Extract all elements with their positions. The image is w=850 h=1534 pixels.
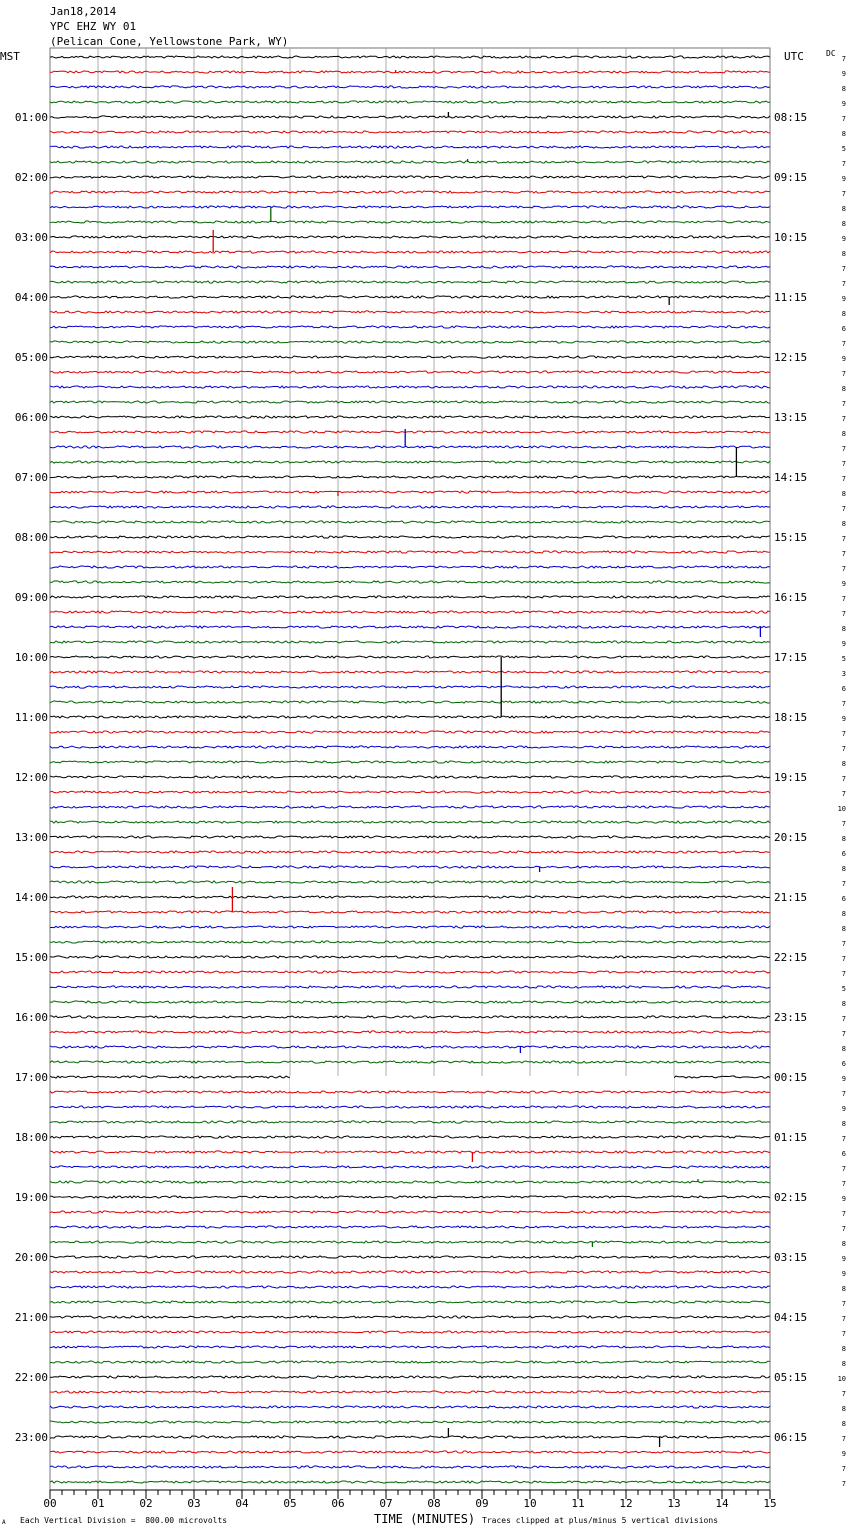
hour-label-mst: 06:00 (14, 411, 48, 424)
dc-offset-value: 8 (841, 310, 846, 318)
dc-offset-value: 9 (841, 640, 846, 648)
dc-offset-value: 7 (841, 1210, 846, 1218)
hour-label-utc: 14:15 (774, 471, 808, 484)
seismic-trace (50, 1046, 770, 1048)
hour-label-mst: 16:00 (14, 1011, 48, 1024)
dc-offset-value: 7 (841, 700, 846, 708)
dc-offset-value: 9 (841, 1255, 846, 1263)
dc-offset-value: 7 (841, 340, 846, 348)
seismic-trace (50, 326, 770, 328)
hour-label-utc: 23:15 (774, 1011, 808, 1024)
hour-label-utc: 10:15 (774, 231, 808, 244)
dc-offset-value: 7 (841, 1480, 846, 1488)
seismic-trace (50, 1331, 770, 1333)
dc-offset-value: 8 (841, 1240, 846, 1248)
seismic-trace (50, 1211, 770, 1213)
dc-offset-value: 9 (841, 1105, 846, 1113)
dc-offset-value: 7 (841, 265, 846, 273)
dc-offset-value: 7 (841, 730, 846, 738)
dc-offset-value: 8 (841, 1120, 846, 1128)
dc-offset-value: 8 (841, 910, 846, 918)
dc-offset-value: 9 (841, 1075, 846, 1083)
seismic-trace (50, 641, 770, 643)
seismic-trace (50, 131, 770, 133)
hour-label-mst: 07:00 (14, 471, 48, 484)
dc-offset-value: 8 (841, 865, 846, 873)
dc-offset-value: 8 (841, 1405, 846, 1413)
hour-label-utc: 18:15 (774, 711, 808, 724)
seismic-trace (50, 1406, 770, 1408)
dc-offset-label: DC (826, 49, 836, 58)
dc-offset-value: 7 (841, 505, 846, 513)
dc-offset-value: 8 (841, 1285, 846, 1293)
dc-offset-value: 6 (841, 1150, 846, 1158)
seismic-trace (50, 761, 770, 763)
seismic-trace (50, 986, 770, 988)
seismic-trace (50, 971, 770, 973)
seismic-trace (50, 1031, 770, 1033)
dc-offset-value: 5 (841, 985, 846, 993)
x-tick-label: 01 (91, 1497, 105, 1510)
dc-offset-value: 7 (841, 190, 846, 198)
dc-offset-value: 6 (841, 685, 846, 693)
seismic-trace (50, 716, 770, 718)
x-tick-label: 11 (571, 1497, 585, 1510)
seismic-trace (50, 1466, 770, 1468)
hour-label-utc: 21:15 (774, 891, 808, 904)
dc-offset-value: 7 (841, 1135, 846, 1143)
dc-offset-value: 7 (841, 1300, 846, 1308)
dc-offset-value: 7 (841, 550, 846, 558)
dc-offset-value: 7 (841, 1030, 846, 1038)
seismic-trace (50, 1421, 770, 1423)
dc-offset-value: 7 (841, 460, 846, 468)
hour-label-utc: 00:15 (774, 1071, 808, 1084)
dc-offset-value: 7 (841, 565, 846, 573)
plot-frame (50, 48, 770, 1490)
seismic-trace (50, 701, 770, 703)
seismic-trace (50, 1001, 770, 1003)
hour-label-mst: 08:00 (14, 531, 48, 544)
dc-offset-value: 7 (841, 1465, 846, 1473)
seismic-trace (50, 1061, 770, 1063)
dc-offset-value: 8 (841, 1420, 846, 1428)
dc-offset-value: 9 (841, 580, 846, 588)
seismic-trace (50, 281, 770, 283)
seismic-trace (50, 1196, 770, 1198)
dc-offset-value: 7 (841, 400, 846, 408)
seismic-trace (50, 1481, 770, 1483)
dc-offset-value: 10 (837, 1375, 846, 1383)
dc-offset-value: 7 (841, 475, 846, 483)
dc-offset-value: 9 (841, 70, 846, 78)
x-tick-label: 12 (619, 1497, 633, 1510)
seismic-trace (50, 1301, 770, 1303)
dc-offset-value: 8 (841, 85, 846, 93)
seismic-trace (50, 1121, 770, 1123)
x-tick-label: 02 (139, 1497, 153, 1510)
hour-label-utc: 17:15 (774, 651, 808, 664)
dc-offset-value: 7 (841, 1180, 846, 1188)
seismic-trace (50, 536, 770, 538)
hour-label-mst: 12:00 (14, 771, 48, 784)
dc-offset-value: 7 (841, 775, 846, 783)
hour-label-mst: 18:00 (14, 1131, 48, 1144)
seismic-trace (50, 1076, 290, 1078)
seismic-trace (50, 686, 770, 688)
hour-label-utc: 15:15 (774, 531, 808, 544)
dc-offset-value: 7 (841, 1315, 846, 1323)
x-tick-label: 05 (283, 1497, 297, 1510)
seismic-trace (50, 1346, 770, 1348)
dc-offset-value: 7 (841, 535, 846, 543)
dc-offset-value: 8 (841, 835, 846, 843)
seismic-trace (50, 101, 770, 103)
data-gap (290, 1076, 674, 1092)
hour-label-mst: 21:00 (14, 1311, 48, 1324)
seismic-trace (50, 851, 770, 853)
seismic-trace (50, 956, 770, 958)
dc-offset-value: 8 (841, 130, 846, 138)
seismic-trace (50, 56, 770, 58)
dc-offset-value: 7 (841, 1225, 846, 1233)
dc-offset-value: 9 (841, 175, 846, 183)
hour-label-mst: 11:00 (14, 711, 48, 724)
dc-offset-value: 7 (841, 940, 846, 948)
hour-label-utc: 03:15 (774, 1251, 808, 1264)
hour-label-utc: 01:15 (774, 1131, 808, 1144)
seismic-trace (50, 176, 770, 178)
dc-offset-value: 9 (841, 235, 846, 243)
hour-label-utc: 02:15 (774, 1191, 808, 1204)
seismic-trace (50, 1226, 770, 1228)
seismic-trace (50, 1376, 770, 1378)
dc-offset-value: 8 (841, 760, 846, 768)
x-tick-label: 14 (715, 1497, 729, 1510)
seismic-trace (50, 926, 770, 928)
hour-label-mst: 22:00 (14, 1371, 48, 1384)
dc-offset-value: 3 (841, 670, 846, 678)
dc-offset-value: 7 (841, 415, 846, 423)
hour-label-utc: 22:15 (774, 951, 808, 964)
plot-date: Jan18,2014 (50, 5, 117, 18)
x-tick-label: 09 (475, 1497, 489, 1510)
scale-note: Each Vertical Division = 800.00 microvolts (20, 1516, 228, 1525)
seismic-trace (50, 161, 770, 163)
dc-offset-value: 9 (841, 355, 846, 363)
hour-label-utc: 11:15 (774, 291, 808, 304)
hour-label-utc: 19:15 (774, 771, 808, 784)
dc-offset-value: 9 (841, 1450, 846, 1458)
seismic-trace (50, 311, 770, 313)
seismic-trace (50, 116, 770, 118)
dc-offset-value: 9 (841, 1195, 846, 1203)
seismic-trace (50, 521, 770, 523)
hour-label-utc: 13:15 (774, 411, 808, 424)
dc-offset-value: 7 (841, 445, 846, 453)
corner-mark: A (2, 1519, 6, 1526)
seismic-trace (50, 581, 770, 583)
seismic-trace (50, 566, 770, 568)
seismic-trace (50, 806, 770, 808)
dc-offset-value: 7 (841, 970, 846, 978)
hour-label-utc: 12:15 (774, 351, 808, 364)
seismic-trace (50, 1166, 770, 1168)
dc-offset-value: 8 (841, 385, 846, 393)
seismic-trace (50, 86, 770, 88)
seismic-trace (50, 146, 770, 148)
seismic-trace (50, 1436, 770, 1438)
dc-offset-value: 7 (841, 160, 846, 168)
dc-offset-value: 7 (841, 610, 846, 618)
seismic-trace (50, 611, 770, 613)
x-tick-label: 15 (763, 1497, 777, 1510)
dc-offset-value: 5 (841, 145, 846, 153)
x-tick-label: 10 (523, 1497, 537, 1510)
seismic-trace (50, 596, 770, 598)
seismic-trace (50, 1361, 770, 1363)
seismic-trace (50, 1286, 770, 1288)
hour-label-utc: 04:15 (774, 1311, 808, 1324)
seismic-trace (50, 1136, 770, 1138)
dc-offset-value: 8 (841, 1345, 846, 1353)
x-tick-label: 04 (235, 1497, 249, 1510)
seismic-trace (50, 1256, 770, 1258)
seismic-trace (50, 656, 770, 658)
seismic-trace (50, 1451, 770, 1453)
hour-label-mst: 02:00 (14, 171, 48, 184)
dc-offset-value: 7 (841, 1165, 846, 1173)
seismic-trace (50, 236, 770, 238)
seismic-trace (50, 1016, 770, 1018)
seismic-trace (50, 461, 770, 463)
hour-label-mst: 15:00 (14, 951, 48, 964)
hour-label-mst: 17:00 (14, 1071, 48, 1084)
seismic-trace (50, 746, 770, 748)
dc-offset-value: 7 (841, 745, 846, 753)
dc-offset-value: 6 (841, 325, 846, 333)
seismic-trace (50, 296, 770, 298)
seismic-trace (50, 221, 770, 223)
dc-offset-value: 7 (841, 1435, 846, 1443)
dc-offset-value: 5 (841, 655, 846, 663)
seismic-trace (50, 401, 770, 403)
seismic-trace (50, 881, 770, 883)
hour-label-mst: 05:00 (14, 351, 48, 364)
seismic-trace (50, 266, 770, 268)
dc-offset-value: 10 (837, 805, 846, 813)
seismic-trace (50, 431, 770, 433)
x-tick-label: 08 (427, 1497, 441, 1510)
dc-offset-value: 7 (841, 370, 846, 378)
seismic-trace (50, 476, 770, 478)
dc-offset-value: 8 (841, 1000, 846, 1008)
seismic-trace (50, 1316, 770, 1318)
seismic-trace (50, 1391, 770, 1393)
seismic-trace (50, 371, 770, 373)
dc-offset-value: 8 (841, 250, 846, 258)
seismic-trace (50, 626, 770, 628)
hour-label-mst: 23:00 (14, 1431, 48, 1444)
dc-offset-value: 7 (841, 1015, 846, 1023)
hour-label-mst: 03:00 (14, 231, 48, 244)
dc-offset-value: 8 (841, 1045, 846, 1053)
hour-label-utc: 20:15 (774, 831, 808, 844)
seismic-trace (50, 446, 770, 448)
dc-offset-value: 7 (841, 1390, 846, 1398)
dc-offset-value: 8 (841, 490, 846, 498)
dc-offset-value: 6 (841, 850, 846, 858)
hour-label-mst: 20:00 (14, 1251, 48, 1264)
seismic-trace (50, 191, 770, 193)
dc-offset-value: 6 (841, 895, 846, 903)
dc-offset-value: 6 (841, 1060, 846, 1068)
dc-offset-value: 7 (841, 820, 846, 828)
dc-offset-value: 7 (841, 880, 846, 888)
hour-label-mst: 13:00 (14, 831, 48, 844)
dc-offset-value: 7 (841, 1330, 846, 1338)
seismic-trace (50, 341, 770, 343)
x-tick-label: 03 (187, 1497, 201, 1510)
seismic-trace (50, 1151, 770, 1153)
dc-offset-value: 8 (841, 205, 846, 213)
station-location: (Pelican Cone, Yellowstone Park, WY) (50, 35, 289, 48)
x-tick-label: 00 (43, 1497, 57, 1510)
dc-offset-value: 7 (841, 115, 846, 123)
hour-label-mst: 14:00 (14, 891, 48, 904)
seismic-trace (50, 896, 770, 898)
seismic-trace (50, 206, 770, 208)
dc-offset-value: 8 (841, 220, 846, 228)
hour-label-mst: 01:00 (14, 111, 48, 124)
hour-label-mst: 19:00 (14, 1191, 48, 1204)
hour-label-utc: 08:15 (774, 111, 808, 124)
seismic-trace (50, 836, 770, 838)
seismic-trace (50, 791, 770, 793)
dc-offset-value: 7 (841, 55, 846, 63)
seismic-trace (50, 251, 770, 253)
seismic-trace (50, 386, 770, 388)
seismic-trace (50, 911, 770, 913)
dc-offset-value: 9 (841, 295, 846, 303)
seismic-trace (50, 356, 770, 358)
left-timezone-label: MST (0, 50, 20, 63)
dc-offset-value: 8 (841, 1360, 846, 1368)
dc-offset-value: 7 (841, 595, 846, 603)
seismic-trace (50, 506, 770, 508)
hour-label-utc: 05:15 (774, 1371, 808, 1384)
hour-label-utc: 09:15 (774, 171, 808, 184)
seismic-trace (50, 71, 770, 73)
station-code: YPC EHZ WY 01 (50, 20, 137, 33)
seismic-trace (50, 671, 770, 673)
hour-label-mst: 04:00 (14, 291, 48, 304)
seismic-trace (50, 551, 770, 553)
seismic-trace (50, 491, 770, 493)
dc-offset-value: 7 (841, 790, 846, 798)
dc-offset-value: 8 (841, 430, 846, 438)
seismic-trace (50, 1181, 770, 1183)
x-tick-label: 13 (667, 1497, 681, 1510)
hour-label-mst: 10:00 (14, 651, 48, 664)
seismic-trace (50, 1106, 770, 1108)
seismic-trace (50, 821, 770, 823)
dc-offset-value: 8 (841, 625, 846, 633)
dc-offset-value: 9 (841, 715, 846, 723)
seismic-trace (50, 866, 770, 868)
hour-label-utc: 06:15 (774, 1431, 808, 1444)
seismic-trace (50, 416, 770, 418)
hour-label-utc: 16:15 (774, 591, 808, 604)
x-tick-label: 06 (331, 1497, 345, 1510)
dc-offset-value: 8 (841, 520, 846, 528)
dc-offset-value: 8 (841, 925, 846, 933)
seismic-trace (50, 1241, 770, 1243)
hour-label-mst: 09:00 (14, 591, 48, 604)
right-timezone-label: UTC (784, 50, 804, 63)
x-axis-title: TIME (MINUTES) (374, 1512, 476, 1526)
dc-offset-value: 9 (841, 1270, 846, 1278)
dc-offset-value: 7 (841, 280, 846, 288)
seismic-trace (50, 776, 770, 778)
x-tick-label: 07 (379, 1497, 393, 1510)
seismic-trace (50, 941, 770, 943)
seismic-trace (50, 1271, 770, 1273)
seismic-trace (50, 731, 770, 733)
dc-offset-value: 7 (841, 1090, 846, 1098)
clip-note: Traces clipped at plus/minus 5 vertical divisions (482, 1516, 719, 1525)
dc-offset-value: 9 (841, 100, 846, 108)
dc-offset-value: 7 (841, 955, 846, 963)
